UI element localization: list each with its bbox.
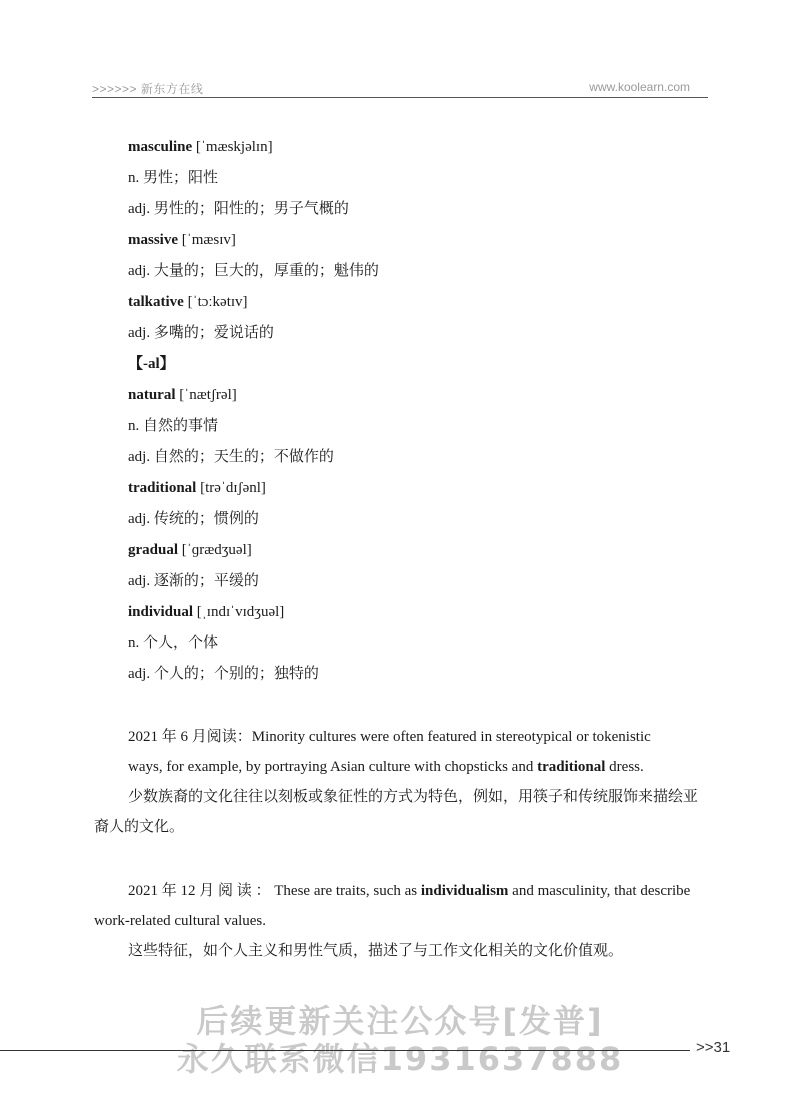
vocab-headword: talkative [128, 294, 184, 310]
vocab-headword: massive [128, 232, 178, 248]
example-1-text: ways, for example, by portraying Asian culture with chopsticks and [128, 759, 538, 775]
example-2-line-2: work-related cultural values. [94, 913, 267, 929]
vocab-headword-line [128, 477, 728, 508]
vocab-pronunciation: [ˈɡrædʒuəl] [178, 542, 252, 558]
vocab-headword: traditional [128, 480, 197, 496]
vocab-definition: adj. 大量的；巨大的，厚重的；魁伟的 [128, 263, 379, 279]
vocab-headword-line [128, 291, 728, 322]
vocab-definition: adj. 个人的；个别的；独特的 [128, 666, 319, 682]
vocab-pronunciation: [ˈmæskjəlɪn] [192, 139, 273, 155]
header-url: www.koolearn.com [589, 80, 690, 94]
vocab-definition: n. 男性；阳性 [128, 170, 219, 186]
page-number: >>31 [696, 1039, 731, 1056]
vocab-headword: gradual [128, 542, 179, 558]
vocab-headword-line [128, 353, 728, 384]
example-1-line-1: 2021 年 6 月阅读：Minority cultures were often featured in stereotypical or tokenistic [128, 729, 651, 745]
vocab-definition: adj. 自然的；天生的；不做作的 [128, 449, 334, 465]
example-2-translation: 这些特征，如个人主义和男性气质，描述了与工作文化相关的文化价值观。 [128, 943, 624, 959]
header-brand: >>>>>> 新东方在线 [92, 82, 204, 96]
vocab-pronunciation: [ˈtɔːkətɪv] [183, 294, 248, 310]
example-1-line-2 [128, 752, 718, 782]
example-1-translation-2: 裔人的文化。 [94, 819, 185, 835]
vocab-pronunciation: [ˌɪndɪˈvɪdʒuəl] [193, 604, 285, 620]
watermark-line-1: 后续更新关注公众号[发普] [196, 1002, 604, 1040]
vocab-headword-line [128, 229, 728, 260]
watermark-line-2: 永久联系微信1931637888 [176, 1040, 624, 1078]
vocab-headword-line [128, 384, 728, 415]
vocab-definition: adj. 传统的；惯例的 [128, 511, 259, 527]
vocab-definition: adj. 男性的；阳性的；男子气概的 [128, 201, 349, 217]
vocab-headword-line [128, 601, 728, 632]
vocab-definition: adj. 逐渐的；平缓的 [128, 573, 259, 589]
page-header [92, 80, 708, 98]
example-paragraph-1 [94, 722, 718, 842]
vocab-definition: n. 个人，个体 [128, 635, 219, 651]
vocab-headword: natural [128, 387, 176, 403]
header-divider [92, 97, 708, 98]
example-1-keyword: traditional [537, 759, 606, 775]
vocab-pronunciation: [ˈmæsɪv] [178, 232, 236, 248]
vocab-headword-line [128, 136, 728, 167]
footer-divider [0, 1050, 690, 1051]
example-2-keyword: individualism [420, 883, 509, 899]
example-1-text-end: dress. [605, 759, 644, 775]
vocab-headword: 【-al】 [128, 356, 175, 372]
example-1-translation-1: 少数族裔的文化往往以刻板或象征性的方式为特色，例如，用筷子和传统服饰来描绘亚 [128, 789, 699, 805]
example-paragraph-2 [94, 876, 718, 966]
vocab-headword: masculine [128, 139, 193, 155]
example-2-text-end: and masculinity, that describe [508, 883, 691, 899]
vocab-pronunciation: [trəˈdɪʃənl] [196, 480, 266, 496]
vocab-definition: adj. 多嘴的；爱说话的 [128, 325, 274, 341]
vocabulary-list [128, 136, 728, 694]
example-2-text: 2021 年 12 月 阅 读 ： These are traits, such as [128, 883, 421, 899]
vocab-headword: individual [128, 604, 194, 620]
vocab-pronunciation: [ˈnætʃrəl] [175, 387, 237, 403]
example-2-line-1 [128, 876, 718, 906]
vocab-definition: n. 自然的事情 [128, 418, 219, 434]
vocab-headword-line [128, 539, 728, 570]
